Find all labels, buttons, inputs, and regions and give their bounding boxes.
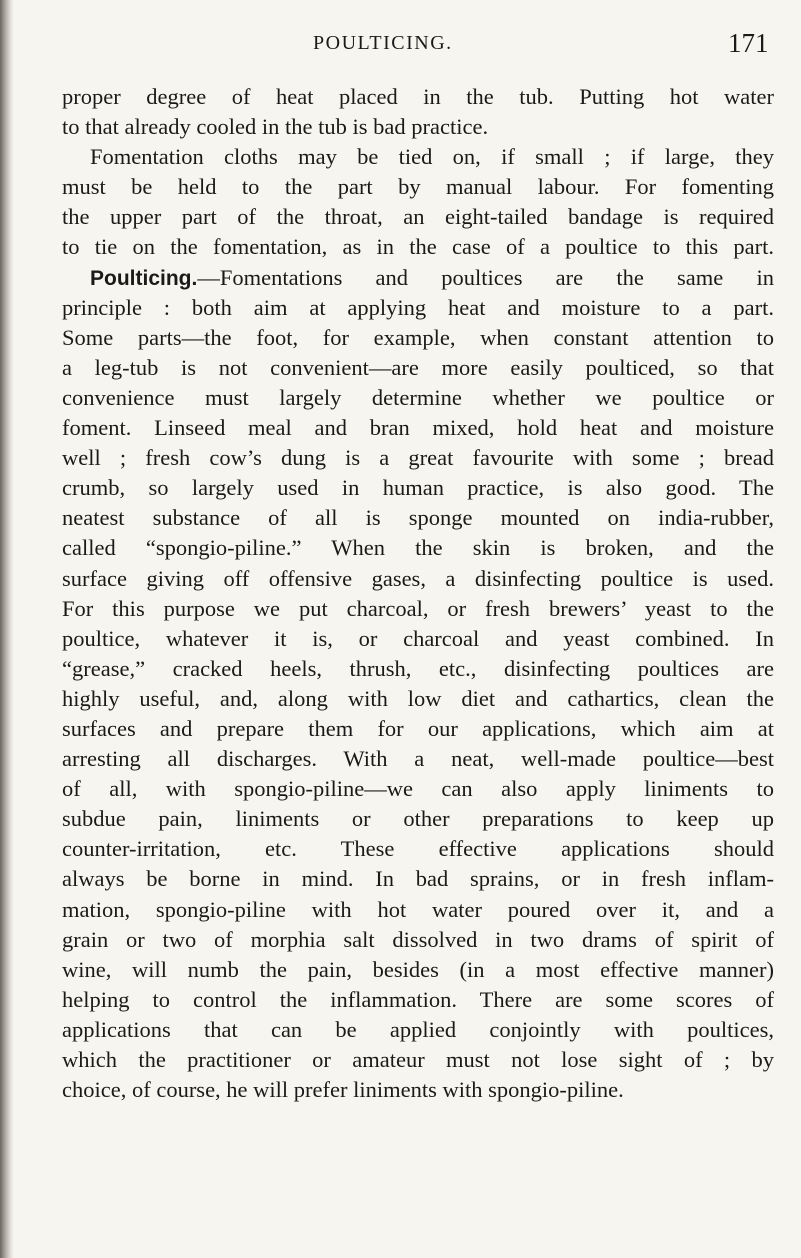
line-text: arresting all discharges. With a neat, well-made poultice—best — [62, 746, 774, 772]
text-line — [62, 864, 774, 894]
line-text: called “spongio-piline.” When the skin is broken, and the — [62, 535, 774, 561]
text-line — [62, 594, 774, 624]
section-heading: Poulticing. — [90, 266, 198, 290]
text-line — [62, 654, 774, 684]
text-line — [62, 804, 774, 834]
text-line — [62, 172, 774, 202]
text-line — [62, 323, 774, 353]
text-line — [62, 383, 774, 413]
line-text: which the practitioner or amateur must not lose sight of ; by — [62, 1047, 774, 1072]
text-line — [62, 232, 774, 262]
line-text: the upper part of the throat, an eight-tailed bandage is required — [62, 204, 774, 230]
line-text: to that already cooled in the tub is bad practice. — [62, 114, 489, 140]
line-text: crumb, so largely used in human practice, is also good. The — [62, 475, 774, 501]
text-line — [62, 925, 774, 955]
line-text: subdue pain, liniments or other preparations to keep up — [62, 806, 774, 832]
text-line — [62, 1045, 774, 1075]
text-line — [62, 413, 774, 443]
line-text: applications that can be applied conjointly with poultices, — [62, 1016, 774, 1042]
text-line — [62, 353, 774, 383]
text-line — [62, 955, 774, 985]
page-binding-shadow — [0, 0, 14, 1258]
text-line — [62, 895, 774, 925]
line-text: wine, will numb the pain, besides (in a most effective manner) — [62, 956, 774, 982]
line-text: surfaces and prepare them for our applications, which aim at — [62, 715, 774, 741]
page-header — [0, 28, 801, 62]
line-text: highly useful, and, along with low diet and cathartics, clean the — [62, 685, 774, 711]
text-line — [62, 82, 774, 112]
text-line — [62, 533, 774, 563]
text-line — [62, 1015, 774, 1045]
line-text: grain or two of morphia salt dissolved in two drams of spirit of — [62, 926, 774, 952]
line-text: principle : both aim at applying heat and moisture to a part. — [62, 294, 774, 320]
line-text: of all, with spongio-piline—we can also apply liniments to — [62, 776, 774, 802]
text-line — [62, 714, 774, 744]
text-line — [62, 985, 774, 1015]
line-text: foment. Linseed meal and bran mixed, hold heat and moisture — [62, 415, 774, 441]
line-text: a leg-tub is not convenient—are more easily poulticed, so that — [62, 354, 774, 380]
line-text: helping to control the inflammation. There are some scores of — [62, 986, 774, 1012]
running-title: POULTICING. — [313, 32, 453, 54]
text-line — [62, 1075, 774, 1105]
line-text: Some parts—the foot, for example, when constant attention to — [62, 324, 774, 350]
line-text: must be held to the part by manual labour. For fomenting — [62, 174, 774, 200]
line-text: mation, spongio-piline with hot water poured over it, and a — [62, 896, 774, 922]
line-text: Fomentation cloths may be tied on, if small ; if large, they — [90, 144, 774, 170]
section-heading-line — [62, 263, 774, 293]
line-text: For this purpose we put charcoal, or fresh brewers’ yeast to the — [62, 595, 774, 621]
line-text: neatest substance of all is sponge mounted on india-rubber, — [62, 505, 774, 531]
text-line — [62, 503, 774, 533]
line-text: poultice, whatever it is, or charcoal and yeast combined. In — [62, 625, 774, 651]
line-text: —Fomentations and poultices are the same in — [197, 264, 774, 290]
line-text: proper degree of heat placed in the tub. Putting hot water — [62, 84, 774, 109]
text-line — [62, 684, 774, 714]
line-text: always be borne in mind. In bad sprains, or in fresh inflam- — [62, 866, 774, 892]
text-line — [62, 473, 774, 503]
line-text: “grease,” cracked heels, thrush, etc., disinfecting poultices are — [62, 655, 774, 681]
line-text: well ; fresh cow’s dung is a great favourite with some ; bread — [62, 445, 774, 471]
line-text: to tie on the fomentation, as in the case of a poultice to this part. — [62, 234, 774, 260]
line-text: surface giving off offensive gases, a disinfecting poultice is used. — [62, 565, 774, 591]
text-line — [62, 293, 774, 323]
text-line — [62, 142, 774, 172]
page-number: 171 — [728, 28, 769, 58]
text-line — [62, 744, 774, 774]
text-line — [62, 112, 774, 142]
text-line — [62, 564, 774, 594]
text-line — [62, 202, 774, 232]
line-text: counter-irritation, etc. These effective applications should — [62, 836, 774, 862]
body-text — [62, 82, 774, 1105]
line-text: choice, of course, he will prefer liniments with spongio-piline. — [62, 1077, 624, 1103]
text-line — [62, 774, 774, 804]
text-line — [62, 834, 774, 864]
text-line — [62, 443, 774, 473]
line-text: convenience must largely determine whether we poultice or — [62, 384, 774, 410]
text-line — [62, 624, 774, 654]
